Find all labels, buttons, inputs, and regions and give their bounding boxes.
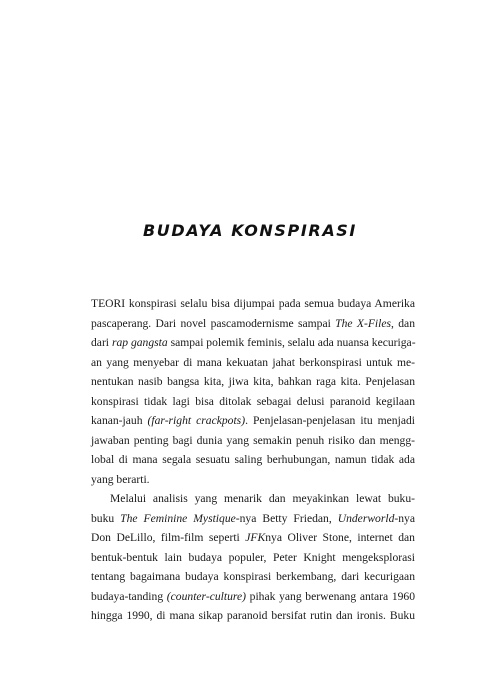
text-line (91, 314, 415, 334)
text-segment: Melalui analisis yang menarik dan meyakinkan lewat buku- (110, 492, 415, 505)
text-line (91, 450, 415, 470)
text-segment: pihak yang berwenang antara 1960 (245, 589, 416, 603)
text-line (91, 567, 415, 587)
italic-phrase: The X-Files (335, 316, 392, 330)
text-line (91, 294, 415, 314)
chapter-title: BUDAYA KONSPIRASI (143, 221, 357, 240)
text-line (91, 411, 415, 431)
italic-phrase: The Feminine Mystique (120, 511, 236, 525)
body-text (91, 294, 415, 626)
text-line (91, 548, 415, 568)
text-line (91, 353, 415, 373)
text-segment: kanan-jauh (91, 414, 148, 427)
italic-phrase: (far-right crackpots) (147, 414, 246, 427)
text-segment: bentuk-bentuk lain budaya populer, Peter Knight mengeksplorasi (91, 550, 415, 564)
text-segment: , dan (391, 316, 415, 330)
italic-phrase: rap gangsta (111, 336, 168, 349)
text-line (91, 431, 415, 451)
text-segment: nentukan nasib bangsa kita, jiwa kita, bahkan raga kita. Penjelasan (91, 375, 415, 388)
text-segment: lobal di mana segala sesuatu saling berhubungan, namun tidak ada (91, 453, 415, 466)
text-segment: dari (91, 336, 112, 349)
text-segment: sampai polemik feminis, selalu ada nuansa kecuriga- (167, 336, 416, 349)
text-line (91, 372, 415, 392)
text-segment: an yang menyebar di mana kekuatan jahat berkonspirasi untuk me- (91, 355, 415, 369)
text-segment: buku (91, 511, 121, 525)
text-segment: nya Oliver Stone, internet dan (265, 531, 415, 544)
text-segment: yang berarti. (91, 472, 150, 486)
text-segment: -nya (394, 511, 415, 525)
text-line (91, 392, 415, 412)
text-line (91, 606, 415, 626)
text-segment: hingga 1990, di mana sikap paranoid bersifat rutin dan ironis. Buku (91, 609, 415, 622)
text-segment: konspirasi tidak lagi bisa ditolak sebagai delusi paranoid kegilaan (91, 394, 415, 408)
text-segment: jawaban penting bagi dunia yang semakin penuh risiko dan mengg- (91, 433, 415, 447)
text-segment: Don DeLillo, film-film seperti (91, 531, 246, 544)
text-line (91, 587, 415, 607)
italic-phrase: JFK (245, 531, 266, 544)
text-segment: pascaperang. Dari novel pascamodernisme sampai (91, 316, 336, 330)
text-segment: . Penjelasan-penjelasan itu menjadi (245, 414, 415, 427)
text-line (91, 333, 415, 353)
text-segment: budaya-tanding (91, 589, 167, 603)
text-line (91, 528, 415, 548)
italic-phrase: (counter-culture) (166, 589, 246, 603)
italic-phrase: Underworld (337, 511, 395, 525)
text-line (91, 489, 415, 509)
text-line (91, 509, 415, 529)
text-segment: -nya Betty Friedan, (235, 511, 338, 525)
text-segment: TEORI konspirasi selalu bisa dijumpai pada semua budaya Amerika (91, 297, 415, 310)
text-segment: tentang bagaimana budaya konspirasi berkembang, dari kecurigaan (91, 570, 415, 583)
text-line (91, 470, 415, 490)
